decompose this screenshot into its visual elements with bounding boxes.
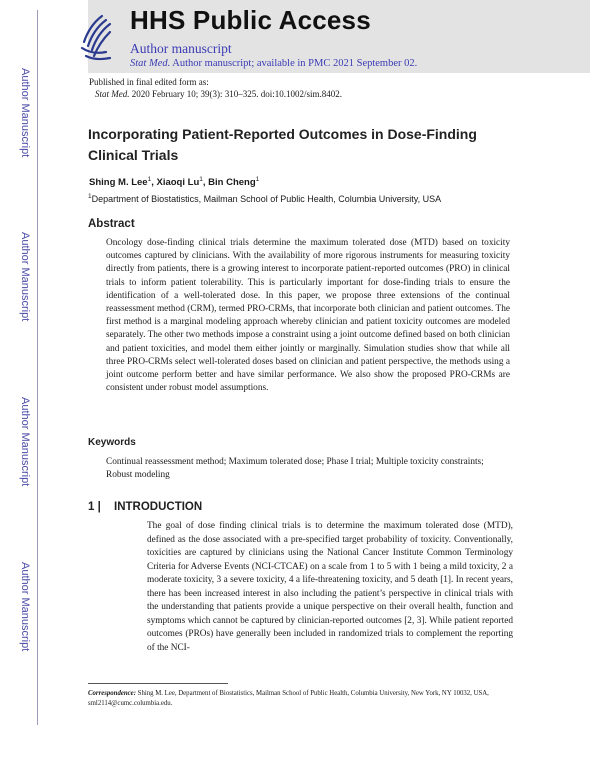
footnote-text: Shing M. Lee, Department of Biostatistics, Mailman School of Public Health, Columbia University, New York, NY 10032, USA, sml2114@cumc.columbia.edu. (88, 690, 489, 707)
side-label: Author Manuscript (19, 68, 31, 158)
section-title: INTRODUCTION (114, 501, 203, 513)
author-sup: 1 (255, 176, 260, 183)
footnote-rule (88, 683, 228, 684)
published-note: Published in final edited form as: (89, 77, 209, 87)
author-sup: 1 (199, 176, 203, 183)
affiliation (88, 193, 441, 204)
journal-name: Stat Med. (130, 58, 171, 69)
abstract-text: Oncology dose-finding clinical trials determine the maximum tolerated dose (MTD) based on toxicity outcomes captured by clinicians. With the availability of more rigorous instruments for measuring toxicity directly from patients, there is a growing interest to incorporate patient-reported outcomes (PRO) in clinical trials to inform patient tolerability. This is particularly important for dose-finding trials to ensure the identification of a well-tolerated dose. In this paper, we propose three extensions of the continual reassessment method (CRM), termed PRO-CRMs, that incorporate both clinician and patient outcomes. The first method is a marginal modeling approach whereby clinician and patient toxicity outcomes are modeled separately. The other two methods impose a constraint using a joint outcome defined based on both clinician and patient toxicities, and model them either jointly or marginally. Simulation studies show that while all three PRO-CRMs select well-tolerated doses based on clinician and patient perspective, the methods using a joint outcome perform better and have similar performance. We also show the proposed PRO-CRMs are consistent under robust model assumptions. (106, 238, 510, 394)
availability-text: Author manuscript; available in PMC 2021 September 02. (172, 58, 418, 69)
side-label: Author Manuscript (19, 562, 31, 652)
introduction-text: The goal of dose finding clinical trials is to determine the maximum tolerated dose (MTD), defined as the dose associated with a pre-specified target probability of toxicity. Conventionally, toxicities are captured by clinicians using the National Cancer Institute Common Terminology Criteria for Adverse Events (NCI-CTCAE) on a scale from 1 to 5 with 1 being a mild toxicity, 2 a moderate toxicity, 3 a severe toxicity, 4 a life-threatening toxicity, and 5 death [1]. In recent years, there has been increased interest in also including the patient’s perspective in clinical trials with the understanding that patients provide a unique perspective on their overall health, function and symptoms which cannot be captured by clinician-reported outcomes [2, 3]. While patient reported outcomes (PROs) have generally been included in randomized trials to complement the reporting of the NCI- (147, 521, 513, 653)
side-label: Author Manuscript (19, 232, 31, 322)
author-name: Bin Cheng (208, 177, 256, 189)
affiliation-sup: 1 (88, 193, 92, 200)
correspondence-footnote (88, 689, 518, 708)
margin-rule (37, 10, 38, 725)
author-name: Xiaoqi Lu (156, 177, 200, 189)
availability-line (130, 58, 417, 69)
hhs-eagle-icon (76, 12, 116, 64)
introduction-heading (88, 501, 202, 513)
affiliation-text: Department of Biostatistics, Mailman School of Public Health, Columbia University, USA (91, 194, 442, 204)
page-banner-title: HHS Public Access (130, 5, 371, 35)
side-label: Author Manuscript (19, 397, 31, 487)
author-list: Shing M. Lee$^1$, Xiaoqi Lu$^1$, Bin Cheng$^1$ (89, 176, 260, 189)
citation-details: 2020 February 10; 39(3): 310–325. doi:10.1002/sim.8402. (131, 89, 342, 99)
footnote-label: Correspondence: (88, 690, 136, 697)
author-sup: 1 (147, 176, 152, 183)
section-number: 1 | (88, 501, 101, 513)
article-title: Incorporating Patient-Reported Outcomes in Dose-Finding Clinical Trials (88, 126, 477, 163)
keywords-text: Continual reassessment method; Maximum tolerated dose; Phase I trial; Multiple toxicity constraints; Robust modeling (106, 457, 484, 480)
keywords-heading: Keywords (88, 437, 136, 448)
author-name: Shing M. Lee (89, 177, 148, 189)
citation-journal: Stat Med. (95, 89, 130, 99)
citation (95, 89, 342, 99)
abstract-heading: Abstract (88, 218, 135, 230)
author-manuscript-label: Author manuscript (130, 41, 232, 56)
